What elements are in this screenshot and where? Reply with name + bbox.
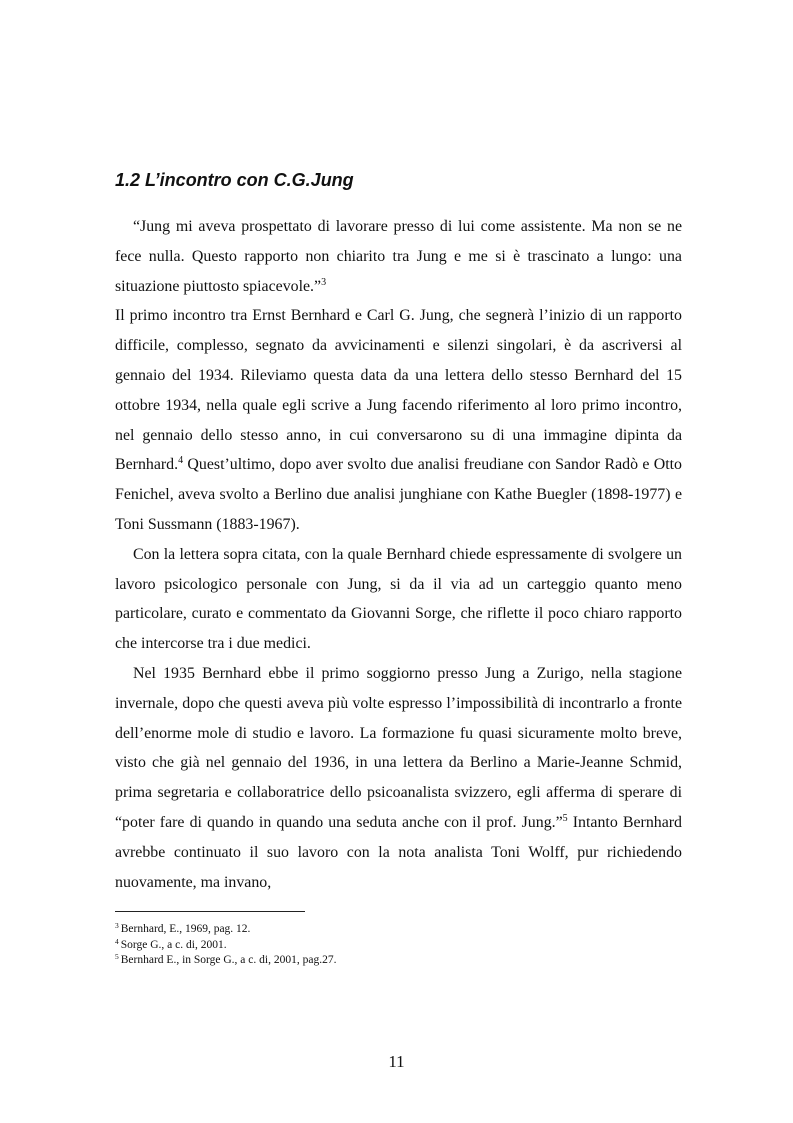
- footnote-ref: 3: [321, 276, 327, 288]
- paragraph-2: Con la lettera sopra citata, con la quale Bernhard chiede espressamente di svolgere un lavoro psicologico personale con Jung, si da il via ad un carteggio quanto meno particolare, curato e commentato da Giovanni Sorge, che riflette il poco chiaro rapporto che intercorse tra i due medici.: [115, 545, 682, 653]
- section-heading: 1.2 L’incontro con C.G.Jung: [115, 170, 354, 190]
- footnote: $^3$ Bernhard, E., 1969, pag. 12.: [115, 921, 251, 935]
- body-text: [115, 212, 682, 897]
- footnote: $^5$ Bernhard E., in Sorge G., a c. di, 2001, pag.27.: [115, 952, 337, 966]
- page-number: 11: [388, 1052, 405, 1071]
- paragraph-quote: “Jung mi aveva prospettato di lavorare presso di lui come assistente. Ma non se ne fece nulla. Questo rapporto non chiarito tra Jung e me si è trascinato a lungo: una situazione piuttosto spiacevole.”$^3$: [115, 218, 682, 295]
- footnote-ref: 5: [562, 812, 568, 824]
- footnote: $^4$ Sorge G., a c. di, 2001.: [115, 936, 227, 951]
- paragraph-1: Il primo incontro tra Ernst Bernhard e Carl G. Jung, che segnerà l’inizio di un rapporto difficile, complesso, segnato da avvicinamenti e silenzi singolari, è da ascriversi al gennaio del 1934. Rileviamo questa data da una lettera dello stesso Bernhard del 15 ottobre 1934, nella quale egli scrive a Jung facendo riferimento al loro primo incontro, nel gennaio dello stesso anno, in cui conversarono su di una immagine dipinta da Bernhard.$^4$ Quest’ultimo, dopo aver svolto due analisi freudiane con Sandor Radò e Otto Fenichel, aveva svolto a Berlino due analisi junghiane con Kathe Buegler (1898-1977) e Toni Sussmann (1883-1967).: [115, 307, 682, 533]
- paragraph-3: Nel 1935 Bernhard ebbe il primo soggiorno presso Jung a Zurigo, nella stagione invernale, dopo che questi aveva più volte espresso l’impossibilità di incontrarlo a fronte dell’enorme mole di studio e lavoro. La formazione fu quasi sicuramente molto breve, visto che già nel gennaio del 1936, in una lettera da Berlino a Marie-Jeanne Schmid, prima segretaria e collaboratrice dello psicoanalista svizzero, egli afferma di sperare di “poter fare di quando in quando una seduta anche con il prof. Jung.”$^5$ Intanto Bernhard avrebbe continuato il suo lavoro con la nota analista Toni Wolff, pur richiedendo nuovamente, ma invano,: [115, 664, 682, 891]
- footnote-separator: [115, 911, 305, 912]
- footnote-ref: 4: [178, 455, 184, 467]
- footnotes: [115, 922, 675, 969]
